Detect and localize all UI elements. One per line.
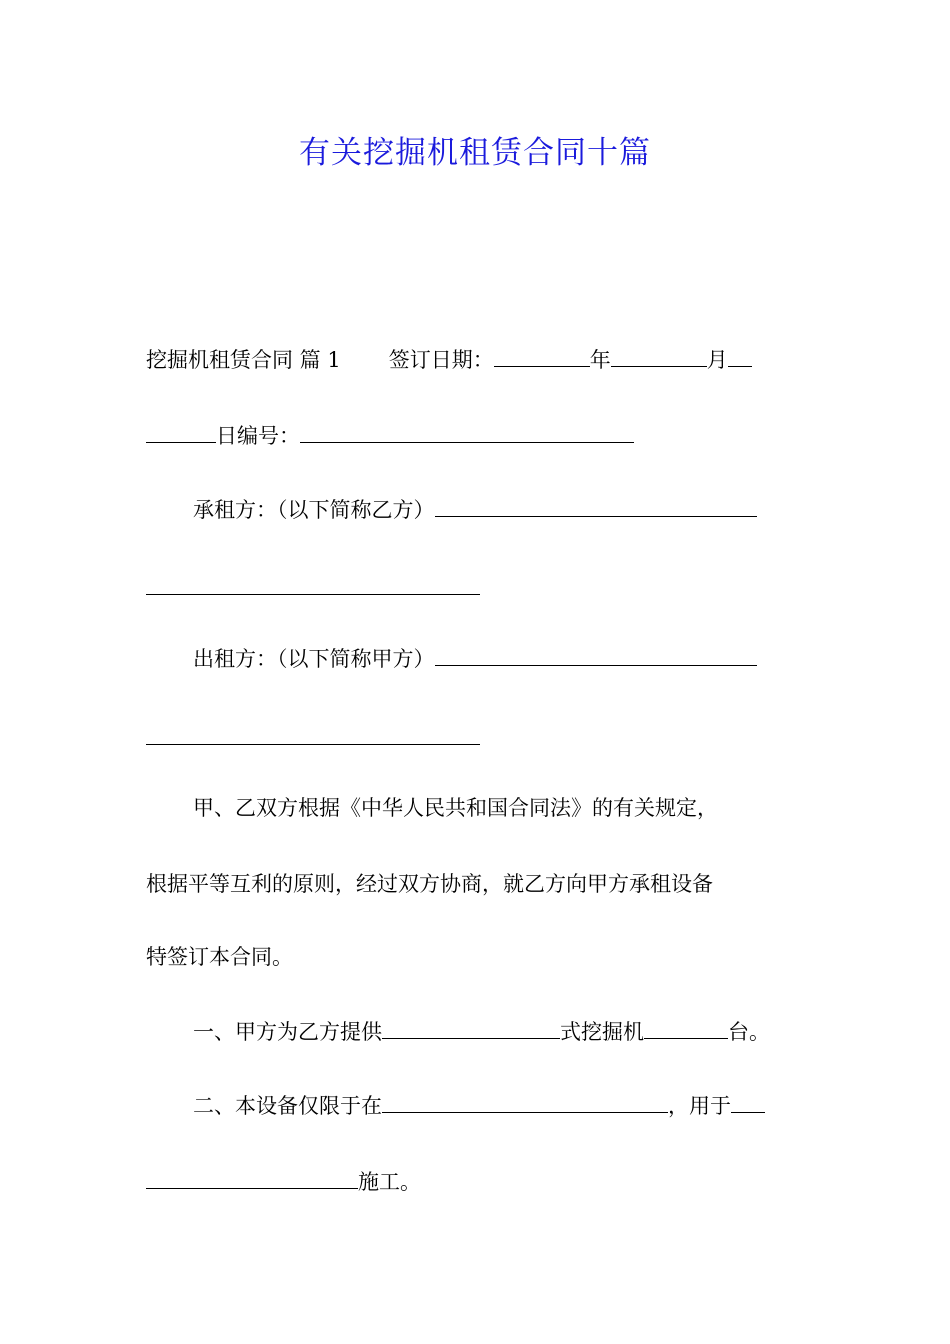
lessor-continuation bbox=[146, 720, 808, 756]
contract-number-blank[interactable] bbox=[300, 422, 634, 443]
lessee-line bbox=[193, 492, 808, 528]
paragraph-line: 根据平等互利的原则，经过双方协商，就乙方向甲方承租设备 bbox=[146, 872, 713, 896]
heading-line bbox=[146, 342, 808, 378]
model-blank[interactable] bbox=[382, 1018, 560, 1039]
lessor-label: 出租方：（以下简称甲方） bbox=[193, 647, 435, 671]
month-label: 月 bbox=[706, 348, 728, 372]
day-blank-end[interactable] bbox=[146, 422, 216, 443]
clause-2-text: 二、本设备仅限于在 bbox=[193, 1094, 382, 1118]
clause-1-text: 式挖掘机 bbox=[560, 1020, 644, 1044]
paragraph-line: 特签订本合同。 bbox=[146, 945, 293, 969]
clause-1-text: 台。 bbox=[728, 1020, 770, 1044]
usage-blank-end[interactable] bbox=[146, 1168, 358, 1189]
lessor-blank[interactable] bbox=[435, 645, 757, 666]
year-blank[interactable] bbox=[494, 346, 590, 367]
contract-heading: 挖掘机租赁合同 篇 1 bbox=[146, 348, 341, 372]
clause-2 bbox=[193, 1088, 808, 1124]
number-line bbox=[146, 418, 808, 454]
lessor-blank-cont[interactable] bbox=[146, 724, 480, 745]
clause-2-text: 施工。 bbox=[358, 1170, 421, 1194]
lessor-line bbox=[193, 641, 808, 677]
day-blank-start[interactable] bbox=[728, 346, 752, 367]
lessee-label: 承租方：（以下简称乙方） bbox=[193, 498, 435, 522]
clause-2-continuation bbox=[146, 1164, 808, 1200]
lessee-blank[interactable] bbox=[435, 496, 757, 517]
sign-date-label: 签订日期： bbox=[388, 348, 494, 372]
quantity-blank[interactable] bbox=[644, 1018, 728, 1039]
clause-2-text: ，用于 bbox=[668, 1094, 731, 1118]
paragraph-line: 甲、乙双方根据《中华人民共和国合同法》的有关规定， bbox=[193, 796, 718, 820]
clause-1 bbox=[193, 1014, 808, 1050]
day-number-label: 日编号： bbox=[216, 424, 300, 448]
clause-1-text: 一、甲方为乙方提供 bbox=[193, 1020, 382, 1044]
location-blank[interactable] bbox=[382, 1092, 668, 1113]
lessee-continuation bbox=[146, 570, 808, 606]
month-blank[interactable] bbox=[611, 346, 707, 367]
usage-blank-start[interactable] bbox=[731, 1092, 765, 1113]
document-title: 有关挖掘机租赁合同十篇 bbox=[299, 135, 651, 171]
year-label: 年 bbox=[589, 348, 611, 372]
lessee-blank-cont[interactable] bbox=[146, 574, 480, 595]
